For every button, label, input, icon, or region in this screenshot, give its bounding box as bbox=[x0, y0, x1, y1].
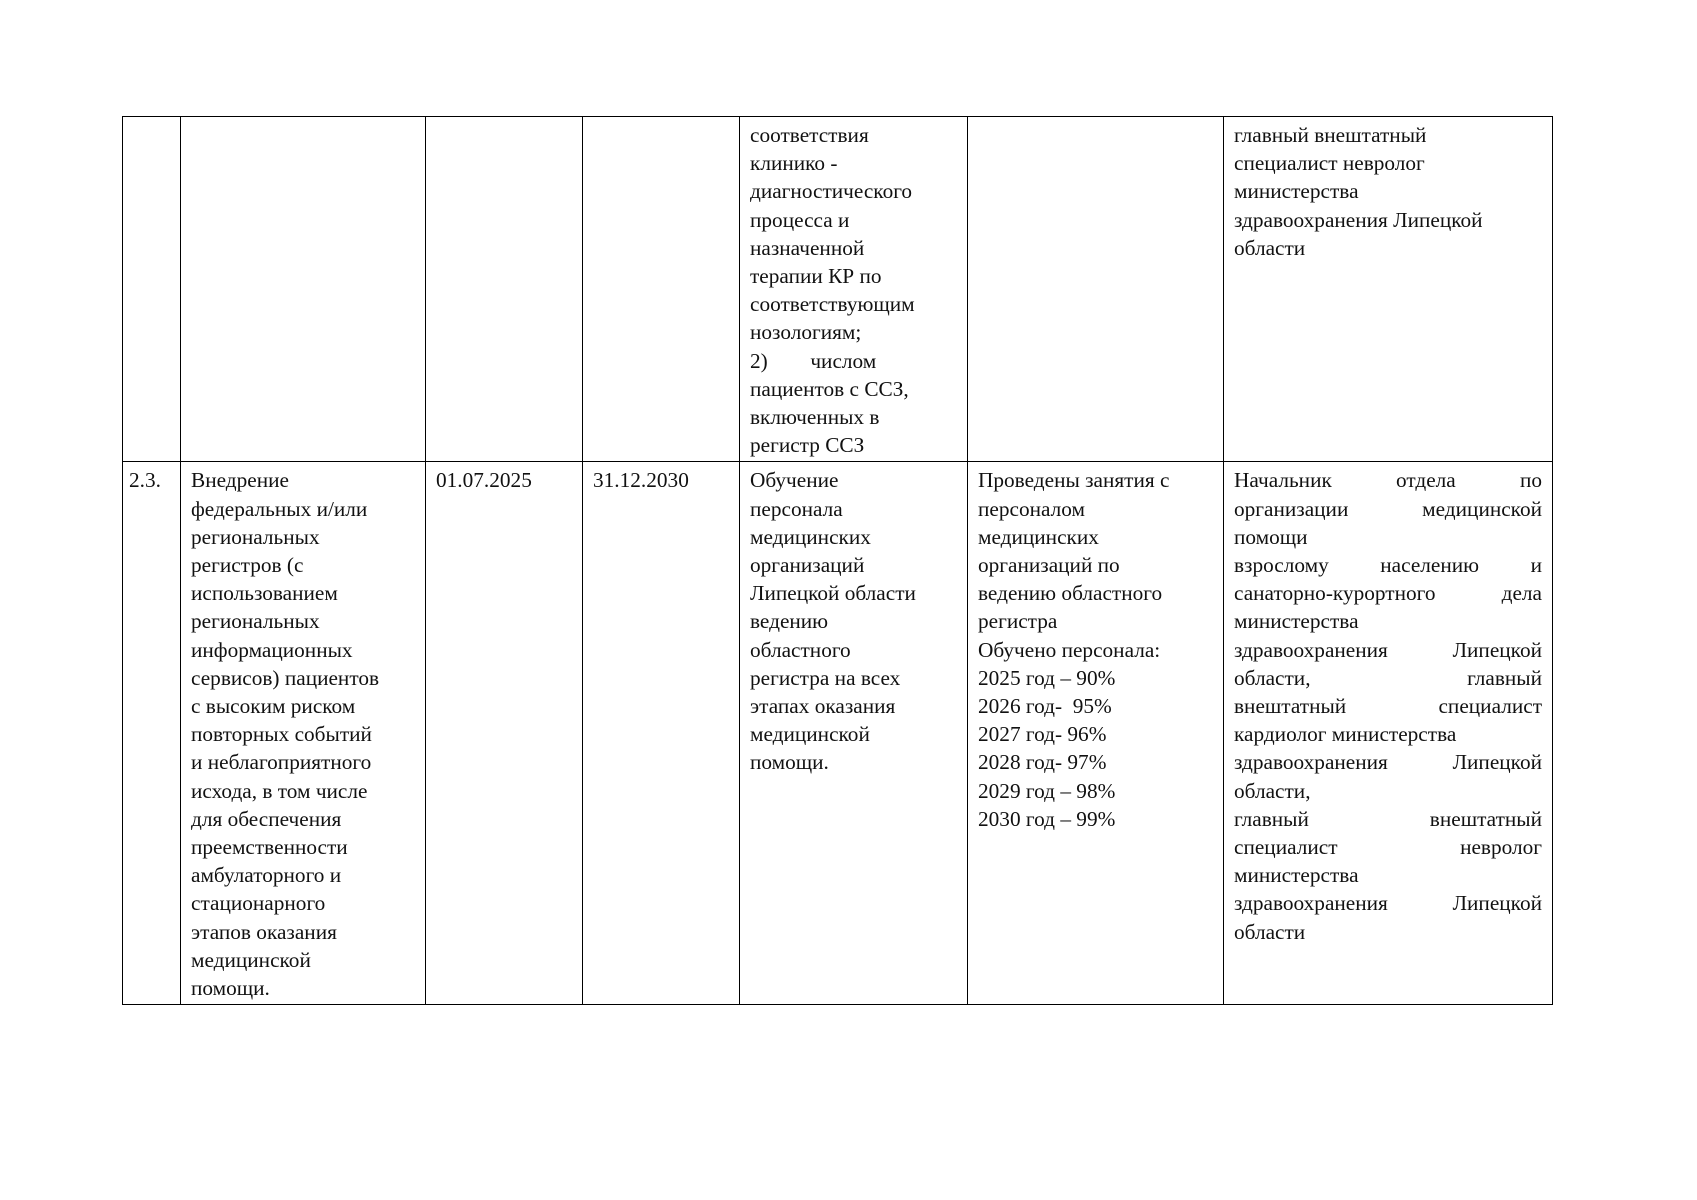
indicator-cell bbox=[968, 462, 1224, 1005]
result-line: регистр ССЗ bbox=[750, 433, 865, 458]
activity-line: федеральных и/или bbox=[191, 496, 368, 521]
activity-line: сервисов) пациентов bbox=[191, 665, 380, 690]
responsible-line: специалист невролог bbox=[1234, 151, 1425, 176]
result-line: соответствия bbox=[750, 123, 869, 147]
activity-line: Внедрение bbox=[191, 468, 289, 493]
result-line: нозологиям; bbox=[750, 320, 862, 345]
end-date-cell bbox=[583, 117, 740, 462]
activity-line: региональных bbox=[191, 524, 320, 549]
indicator-line: персоналом bbox=[978, 496, 1085, 521]
result-line: этапах оказания bbox=[750, 694, 896, 719]
result-line: 2) числом bbox=[750, 348, 877, 373]
result-line: Липецкой области bbox=[750, 581, 916, 606]
result-line: медицинской bbox=[750, 722, 870, 747]
activity-cell bbox=[181, 462, 426, 1005]
result-line: соответствующим bbox=[750, 292, 915, 317]
result-line: диагностического bbox=[750, 179, 913, 204]
indicator-line: медицинских bbox=[978, 524, 1099, 549]
indicator-line: регистра bbox=[978, 609, 1058, 634]
responsible-line: области bbox=[1234, 919, 1306, 944]
activity-line: этапов оказания bbox=[191, 919, 337, 944]
end-date-cell: 31.12.2030 bbox=[583, 462, 740, 1005]
indicator-line: 2028 год- 97% bbox=[978, 750, 1107, 775]
activity-line: медицинской bbox=[191, 947, 311, 972]
result-line: терапии КР по bbox=[750, 264, 882, 289]
responsible-cell bbox=[1224, 462, 1553, 1005]
responsible-line: здравоохранения Липецкой bbox=[1234, 637, 1542, 662]
responsible-line: кардиолог министерства bbox=[1234, 722, 1457, 747]
result-line: назначенной bbox=[750, 235, 865, 260]
responsible-line: области, главный bbox=[1234, 665, 1542, 690]
responsible-line: организации медицинской bbox=[1234, 496, 1542, 521]
indicator-line: 2025 год – 90% bbox=[978, 665, 1116, 690]
activity-line: информационных bbox=[191, 637, 353, 662]
responsible-line: министерства bbox=[1234, 609, 1359, 634]
result-line: регистра на всех bbox=[750, 665, 901, 690]
indicator-line: ведению областного bbox=[978, 581, 1163, 606]
responsible-line: министерства bbox=[1234, 863, 1359, 888]
activity-line: использованием bbox=[191, 581, 338, 606]
responsible-line: здравоохранения Липецкой bbox=[1234, 207, 1483, 232]
activity-line: и неблагоприятного bbox=[191, 750, 372, 775]
responsible-line: здравоохранения Липецкой bbox=[1234, 891, 1542, 916]
indicator-line: 2027 год- 96% bbox=[978, 722, 1107, 747]
result-cell bbox=[740, 462, 968, 1005]
result-line: клинико - bbox=[750, 151, 838, 176]
responsible-line: Начальник отдела по bbox=[1234, 468, 1542, 493]
indicator-cell bbox=[968, 117, 1224, 462]
indicator-line: 2029 год – 98% bbox=[978, 778, 1116, 803]
indicator-line: организаций по bbox=[978, 553, 1120, 578]
responsible-line: внештатный специалист bbox=[1234, 694, 1542, 719]
responsible-line: области bbox=[1234, 235, 1306, 260]
responsible-line: главный внештатный bbox=[1234, 123, 1427, 147]
activity-line: регистров (с bbox=[191, 553, 304, 578]
row-number-cell: 2.3. bbox=[123, 462, 181, 1005]
result-line: медицинских bbox=[750, 524, 871, 549]
activity-line: региональных bbox=[191, 609, 320, 634]
responsible-line: министерства bbox=[1234, 179, 1359, 204]
result-line: ведению bbox=[750, 609, 829, 634]
responsible-cell bbox=[1224, 117, 1553, 462]
indicator-line: 2030 год – 99% bbox=[978, 806, 1116, 831]
result-line: организаций bbox=[750, 553, 865, 578]
result-line: процесса и bbox=[750, 207, 850, 232]
indicator-line: Проведены занятия с bbox=[978, 468, 1170, 493]
responsible-line: специалист невролог bbox=[1234, 835, 1542, 860]
indicator-line: 2026 год- 95% bbox=[978, 694, 1112, 719]
activity-line: помощи. bbox=[191, 976, 270, 1001]
activity-line: с высоким риском bbox=[191, 694, 356, 719]
responsible-line: взрослому населению и bbox=[1234, 553, 1542, 578]
start-date-cell bbox=[426, 117, 583, 462]
responsible-line: области, bbox=[1234, 778, 1311, 803]
row-number-cell bbox=[123, 117, 181, 462]
activity-line: стационарного bbox=[191, 891, 326, 916]
responsible-line: главный внештатный bbox=[1234, 806, 1542, 831]
result-line: персонала bbox=[750, 496, 843, 521]
activity-line: исхода, в том числе bbox=[191, 778, 368, 803]
start-date-cell: 01.07.2025 bbox=[426, 462, 583, 1005]
activity-line: преемственности bbox=[191, 835, 348, 860]
result-cell bbox=[740, 117, 968, 462]
responsible-line: помощи bbox=[1234, 524, 1308, 549]
activity-cell bbox=[181, 117, 426, 462]
result-line: включенных в bbox=[750, 405, 880, 430]
activity-line: амбулаторного и bbox=[191, 863, 342, 888]
indicator-line: Обучено персонала: bbox=[978, 637, 1161, 662]
result-line: Обучение bbox=[750, 468, 839, 493]
plan-table bbox=[122, 116, 1553, 1005]
table-row bbox=[123, 462, 1553, 1005]
responsible-line: санаторно-курортного дела bbox=[1234, 581, 1542, 606]
activity-line: повторных событий bbox=[191, 722, 372, 747]
result-line: областного bbox=[750, 637, 851, 662]
activity-line: для обеспечения bbox=[191, 806, 342, 831]
table-row bbox=[123, 117, 1553, 462]
result-line: помощи. bbox=[750, 750, 829, 775]
result-line: пациентов с ССЗ, bbox=[750, 376, 909, 401]
responsible-line: здравоохранения Липецкой bbox=[1234, 750, 1542, 775]
